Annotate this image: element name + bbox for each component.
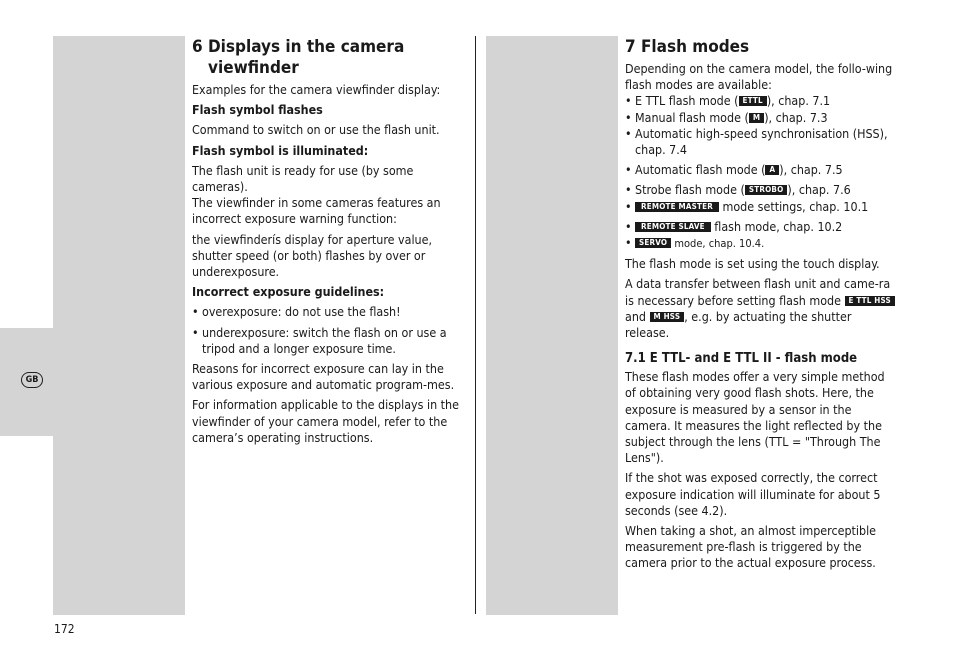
subheading-exposure-guidelines: Incorrect exposure guidelines: (192, 284, 385, 300)
flash-mode-badge: M (749, 113, 764, 123)
paragraph: The flash unit is ready for use (by some cameras). (192, 162, 414, 195)
flash-mode-item: • REMOTE MASTER mode settings, chap. 10.1 (625, 198, 869, 214)
flash-mode-item: • REMOTE SLAVE flash mode, chap. 10.2 (625, 218, 843, 234)
paragraph: The viewfinder in some cameras features an incorrect exposure warning function: (192, 195, 441, 227)
section-7-1-heading: 7.1 E TTL- and E TTL II - flash mode (625, 351, 858, 367)
column-divider (475, 36, 476, 614)
flash-mode-item: • Automatic high-speed synchronisation (HSS), chap. 7.4 (625, 125, 888, 158)
paragraph: When taking a shot, an almost imperceptible measurement pre-flash is triggered by the camera prior to the actual exposure process. (625, 523, 877, 571)
list-item: • overexposure: do not use the flash! (192, 304, 401, 320)
flash-mode-badge: STROBO (745, 185, 788, 195)
m-hss-badge: M HSS (650, 312, 685, 322)
paragraph-data-transfer: A data transfer between flash unit and came-ra is necessary before setting flash mode E TTL HSS and M HSS , e.g. by actuating the shutter release. (625, 276, 897, 341)
right-column (625, 37, 897, 576)
flash-mode-item: • SERVO mode, chap. 10.4. (625, 235, 765, 251)
intro-text: Depending on the camera model, the follo-wing flash modes are available: (625, 61, 893, 93)
flash-mode-item: • Automatic flash mode ( A ), chap. 7.5 (625, 162, 843, 178)
paragraph: These flash modes offer a very simple method of obtaining very good flash shots. Here, the exposure is measured by a sensor in the camera. It measures the light reflected by the subject through the lens (TTL = "Through The Lens"). (625, 369, 885, 466)
flash-mode-item: • E TTL flash mode ( ETTL ), chap. 7.1 (625, 93, 831, 109)
paragraph: For information applicable to the displays in the viewfinder of your camera model, refer to the camera’s operating instructions. (192, 397, 459, 445)
left-margin-band (53, 36, 185, 615)
section-6-heading: 6 Displays in the camera viewfinder (192, 37, 405, 78)
left-column (192, 37, 468, 450)
flash-mode-item: • Strobe flash mode ( STROBO ), chap. 7.6 (625, 182, 851, 198)
paragraph: the viewfinderís display for aperture value, shutter speed (or both) flashes by over or underexposure. (192, 231, 433, 280)
intro-text: Examples for the camera viewfinder display: (192, 82, 441, 97)
flash-mode-badge: REMOTE MASTER (635, 202, 719, 212)
flash-mode-badge: ETTL (739, 96, 767, 106)
paragraph: Reasons for incorrect exposure can lay in the various exposure and automatic program-mes. (192, 361, 455, 393)
flash-mode-item: • Manual flash mode ( M ), chap. 7.3 (625, 109, 828, 125)
subheading-flash-flashes: Flash symbol flashes (192, 102, 323, 118)
language-badge: GB (21, 372, 43, 388)
flash-modes-list (625, 93, 897, 252)
section-7-heading: 7 Flash modes (625, 37, 750, 57)
list-item: • underexposure: switch the flash on or use a tripod and a longer exposure time. (192, 324, 447, 356)
page-number: 172 (54, 622, 75, 636)
flash-mode-badge: REMOTE SLAVE (635, 222, 711, 232)
flash-mode-badge: A (765, 165, 779, 175)
subheading-flash-illuminated: Flash symbol is illuminated: (192, 142, 369, 158)
paragraph: The flash mode is set using the touch display. (625, 256, 880, 272)
flash-mode-badge: SERVO (635, 238, 671, 248)
paragraph: If the shot was exposed correctly, the correct exposure indication will illuminate for about 5 seconds (see 4.2). (625, 470, 881, 518)
right-margin-band (486, 36, 618, 615)
ettl-hss-badge: E TTL HSS (845, 296, 895, 306)
paragraph: Command to switch on or use the flash unit. (192, 122, 440, 138)
